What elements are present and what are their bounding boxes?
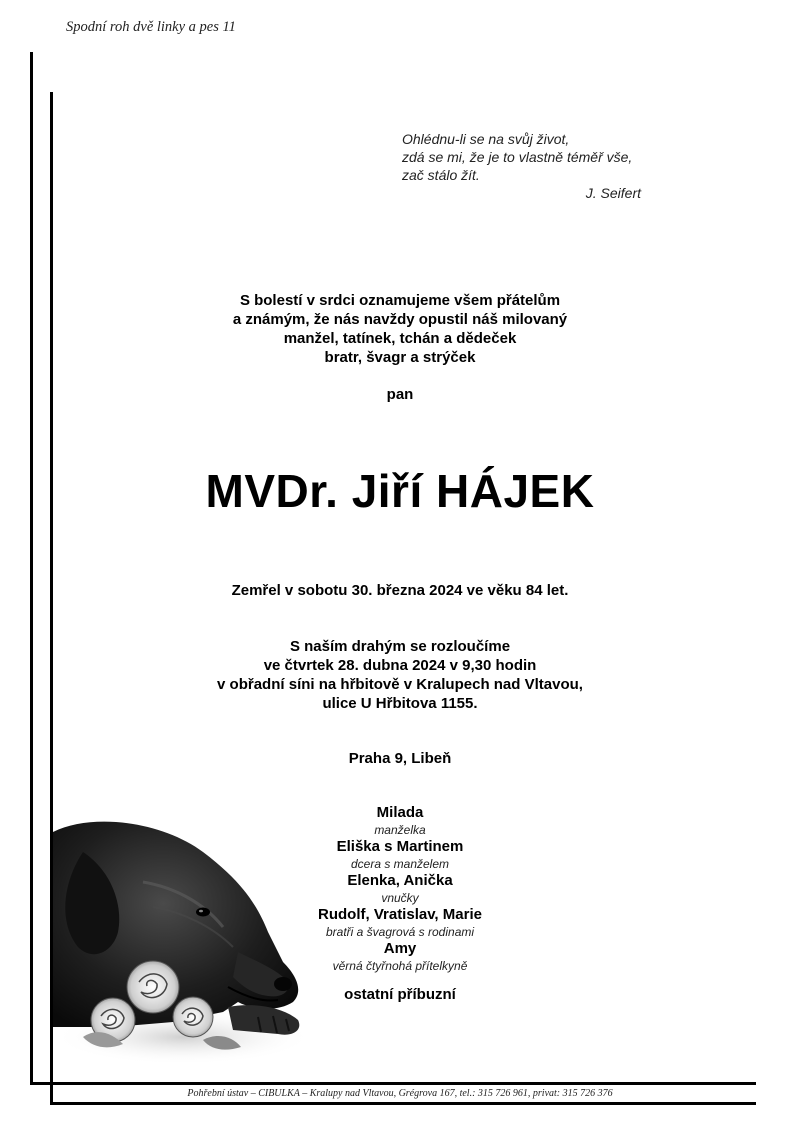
mourner-relation: vnučky [381,891,419,905]
ceremony-line: ulice U Hřbitova 1155. [322,695,478,712]
ceremony-line: S naším drahým se rozloučíme [289,638,511,655]
intro-line: manžel, tatínek, tchán a dědeček [283,330,517,347]
mourner-relation: manželka [374,823,426,837]
frame-line-outer-horizontal [30,1082,756,1085]
quote-block [402,130,662,202]
quote-line: Ohlédnu-li se na svůj život, [402,131,570,147]
quote-author: J. Seifert [585,185,641,201]
mourner-name: Milada [376,804,424,821]
mourner-relation: dcera s manželem [350,857,450,871]
ceremony-line: ve čtvrtek 28. dubna 2024 v 9,30 hodin [263,657,537,674]
mourner-name: Rudolf, Vratislav, Marie [318,906,482,923]
mourner-name: Eliška s Martinem [336,838,464,855]
intro-line: a známým, že nás navždy opustil náš milovaný [232,311,568,328]
intro-line: bratr, švagr a strýček [324,349,476,366]
quote-line: zdá se mi, že je to vlastně téměř vše, [402,149,633,165]
mourner-relation: věrná čtyřnohá přítelkyně [332,959,468,973]
death-notice: Zemřel v sobotu 30. března 2024 ve věku 84 let. [231,582,569,599]
template-name: Spodní roh dvě linky a pes 11 [66,19,236,35]
ceremony-line: v obřadní síni na hřbitově v Kralupech nad Vltavou, [217,676,583,693]
frame-line-outer-vertical [30,52,33,1084]
mourner-name: Elenka, Anička [347,872,453,889]
ceremony-info [0,637,800,713]
funeral-home-footer: Pohřební ústav – CIBULKA – Kralupy nad Vltavou, Grégrova 167, tel.: 315 726 961, privat: 315 726 376 [187,1088,613,1099]
intro-text [0,291,800,367]
mourner-relation: bratři a švagrová s rodinami [325,925,475,939]
intro-line: S bolestí v srdci oznamujeme všem přátelům [239,292,561,309]
frame-line-inner-horizontal [50,1102,756,1105]
family-address: Praha 9, Libeň [348,750,452,767]
other-relatives: ostatní příbuzní [344,986,456,1003]
salutation: pan [386,386,414,403]
quote-line: zač stálo žít. [402,167,480,183]
dog-with-roses-image [53,812,310,1062]
mourner-name: Amy [383,940,417,957]
deceased-name: MVDr. Jiří HÁJEK [205,465,595,517]
